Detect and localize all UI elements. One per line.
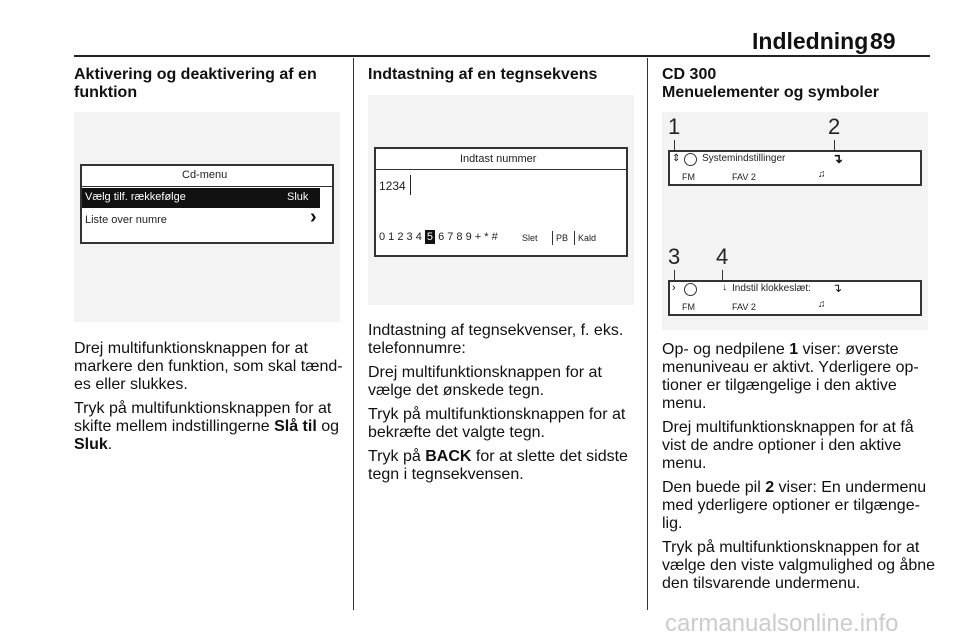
music-signal-icon: ♫ <box>818 169 826 180</box>
up-down-arrow-icon: ⇕ <box>672 153 681 164</box>
column-3 <box>662 66 934 102</box>
section-subheading: Menuelementer og symboler <box>662 84 879 101</box>
menu-row-label: Vælg tilf. rækkefølge <box>85 191 186 203</box>
paragraph: Tryk på multifunktionsknappen for at vælge den viste valgmulighed og åbne den tilsvarende undermenu. <box>662 539 936 592</box>
page-header-title: Indledning <box>752 28 869 54</box>
delete-button: Slet <box>522 233 538 243</box>
callout-3: 3 <box>668 244 681 269</box>
cd-menu-figure <box>74 112 340 322</box>
band-label: FM <box>682 302 695 312</box>
band-label: FM <box>682 172 695 182</box>
call-button: Kald <box>578 233 597 243</box>
phonebook-button: PB <box>556 233 569 243</box>
favourite-label: FAV 2 <box>732 172 756 182</box>
paragraph: Drej multifunktionsknappen for at markere den funktion, som skal tænd-es eller slukkes. <box>74 340 343 393</box>
set-clock-screen <box>668 280 922 316</box>
clock-icon <box>684 283 697 296</box>
header-rule <box>74 55 930 57</box>
number-entry-screen <box>374 147 628 257</box>
chevron-right-icon: › <box>672 282 676 294</box>
column-1 <box>74 66 344 102</box>
separator <box>574 231 575 245</box>
callout-1: 1 <box>668 114 681 139</box>
column-divider-2 <box>647 58 648 610</box>
title-rule <box>376 169 626 170</box>
selected-menu-row <box>82 188 320 208</box>
chevron-right-icon: › <box>310 206 317 228</box>
separator <box>552 231 553 245</box>
column-2-text <box>368 322 642 490</box>
menu-row-value: Sluk <box>287 191 309 203</box>
music-signal-icon: ♫ <box>818 299 826 310</box>
down-arrow-icon: ↓ <box>722 282 727 293</box>
system-settings-screen <box>668 150 922 186</box>
menu-label: Indstil klokkeslæt: <box>732 283 811 294</box>
paragraph: Drej multifunktionsknappen for at vælge det ønskede tegn. <box>368 364 602 399</box>
number-entry-figure <box>368 95 634 305</box>
section-heading: Indtastning af en tegnsekvens <box>368 66 598 83</box>
callout-2: 2 <box>828 114 841 139</box>
screen-title: Indtast nummer <box>460 153 537 165</box>
page-number: 89 <box>870 28 896 54</box>
text-cursor <box>410 175 411 195</box>
title-rule <box>82 186 332 187</box>
watermark: carmanualsonline.info <box>665 610 899 637</box>
favourite-label: FAV 2 <box>732 302 756 312</box>
submenu-arrow-icon: ↴ <box>832 151 843 166</box>
selected-character: 5 <box>426 231 434 243</box>
column-3-text <box>662 341 936 599</box>
column-1-text <box>74 340 346 460</box>
column-2 <box>368 66 638 84</box>
paragraph: Op- og nedpilene 1 viser: øverste menuniveau er aktivt. Yderligere op-tioner er tilgængelige i den aktive menu. <box>662 341 919 412</box>
submenu-arrow-icon: ↴ <box>832 281 843 295</box>
character-list: 0 1 2 3 4 5 6 7 8 9 + * # <box>379 231 498 243</box>
menu-label: Systemindstillinger <box>702 153 786 164</box>
menu-row-label: Liste over numre <box>85 214 167 226</box>
section-heading: CD 300 <box>662 66 717 83</box>
column-divider-1 <box>353 58 354 610</box>
menu-symbols-figure <box>662 112 928 330</box>
section-heading: Aktivering og deaktivering af en funktion <box>74 66 317 101</box>
screen-title: Cd-menu <box>182 169 228 181</box>
clock-icon <box>684 153 697 166</box>
entered-number: 1234 <box>379 179 406 193</box>
paragraph: Den buede pil 2 viser: En undermenu med yderligere optioner er tilgænge-lig. <box>662 479 927 532</box>
paragraph: Indtastning af tegnsekvenser, f. eks. telefonnumre: <box>368 322 624 357</box>
paragraph: Tryk på multifunktionsknappen for at skifte mellem indstillingerne Slå til og Sluk. <box>74 400 340 453</box>
paragraph: Tryk på BACK for at slette det sidste tegn i tegnsekvensen. <box>368 448 628 483</box>
cd-menu-screen <box>80 164 334 244</box>
callout-4: 4 <box>716 244 729 269</box>
paragraph: Drej multifunktionsknappen for at få vist de andre optioner i den aktive menu. <box>662 419 914 472</box>
paragraph: Tryk på multifunktionsknappen for at bekræfte det valgte tegn. <box>368 406 626 441</box>
